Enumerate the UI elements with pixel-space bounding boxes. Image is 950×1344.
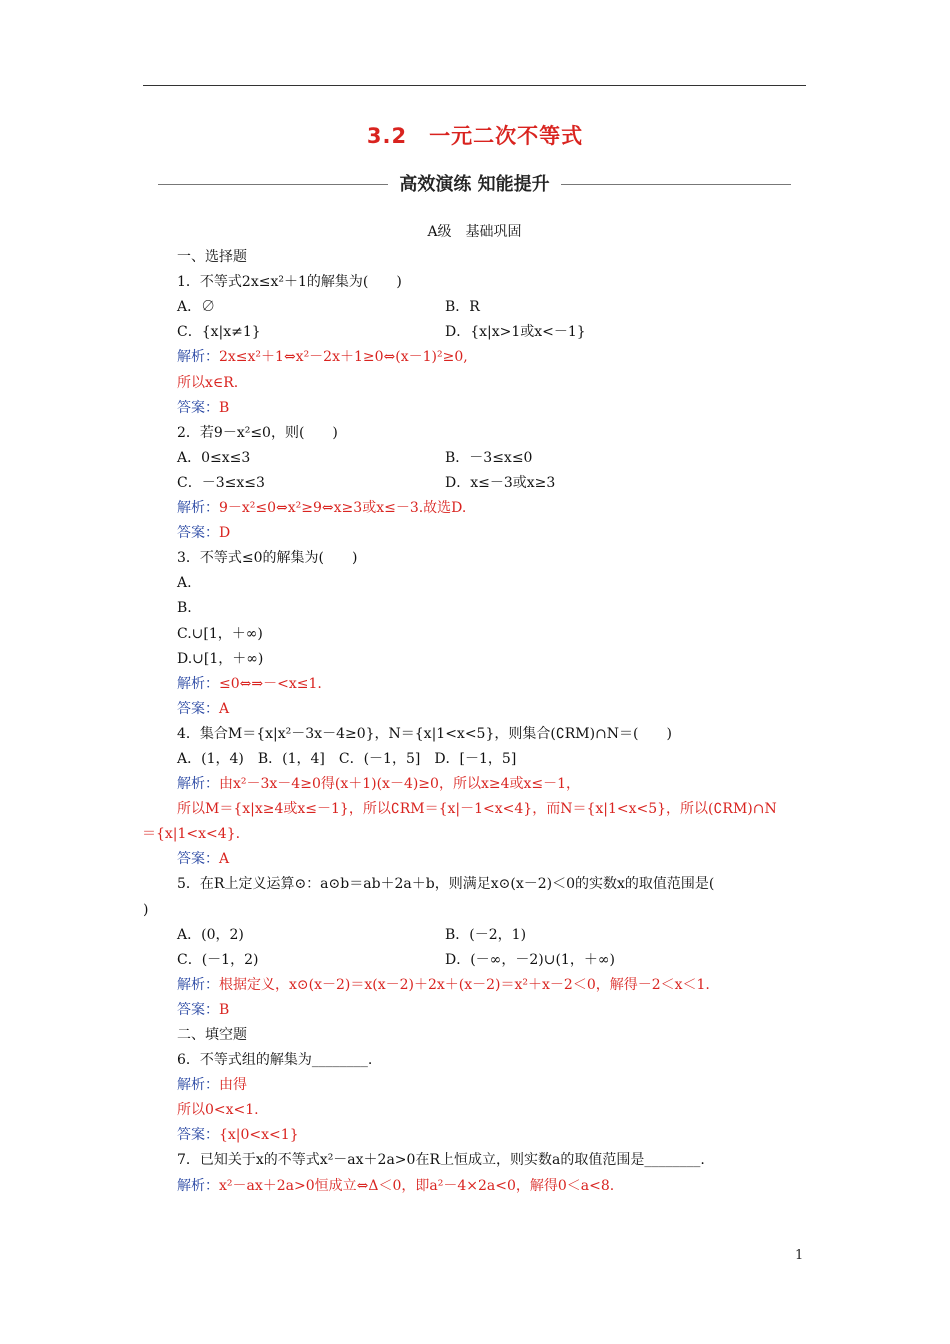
q2-analysis-label: 解析： bbox=[177, 500, 219, 517]
q4-answer-value: A bbox=[219, 851, 230, 868]
banner-line-right bbox=[561, 184, 791, 185]
q6-analysis-label: 解析： bbox=[177, 1077, 219, 1094]
q7-analysis-text: x²－ax＋2a>0恒成立⇔Δ＜0，即a²－4×2a<0，解得0＜a<8. bbox=[219, 1177, 615, 1194]
q5-stem: 5．在R上定义运算⊙：a⊙b＝ab＋2a＋b，则满足x⊙(x－2)＜0的实数x的取值范围是( bbox=[177, 876, 715, 893]
q1-option-d: D．{x|x>1或x<－1} bbox=[445, 324, 586, 341]
q2-options-ab bbox=[143, 446, 806, 471]
q3-option-a: A. bbox=[177, 575, 192, 592]
q1-options-cd bbox=[143, 320, 806, 345]
q5-options-cd bbox=[143, 948, 806, 973]
q6-analysis bbox=[143, 1073, 806, 1098]
page-number: 1 bbox=[795, 1248, 804, 1263]
q2-answer-label: 答案： bbox=[177, 525, 219, 542]
q1-analysis-label: 解析： bbox=[177, 349, 219, 366]
q3-answer-value: A bbox=[219, 700, 230, 717]
q6-answer bbox=[143, 1123, 806, 1148]
q1-option-b: B．R bbox=[445, 299, 480, 316]
q2-option-c: C．－3≤x≤3 bbox=[177, 474, 265, 491]
q2-option-a: A．0≤x≤3 bbox=[177, 449, 251, 466]
section-choice-heading: 一、选择题 bbox=[177, 249, 247, 266]
q3-option-c: C.∪[1，＋∞) bbox=[177, 625, 263, 642]
q7-analysis-label: 解析： bbox=[177, 1177, 219, 1194]
q5-analysis bbox=[143, 973, 806, 998]
q2-option-d: D．x≤－3或x≥3 bbox=[445, 474, 556, 491]
q6-answer-value: {x|0<x<1} bbox=[219, 1127, 299, 1144]
q3-answer bbox=[143, 697, 806, 722]
q1-answer-value: B bbox=[219, 399, 230, 416]
q4-options: A．(1，4) B．(1，4] C．(－1，5] D．[－1，5] bbox=[177, 750, 517, 767]
q3-analysis bbox=[143, 672, 806, 697]
q3-analysis-label: 解析： bbox=[177, 675, 219, 692]
q1-analysis-2: 所以x∈R. bbox=[177, 374, 239, 391]
exercise-content bbox=[143, 220, 806, 1199]
q3-stem: 3．不等式≤0的解集为( ) bbox=[177, 550, 358, 567]
page-title: 3.2 一元二次不等式 bbox=[366, 124, 584, 148]
q4-analysis-text: 由x²－3x－4≥0得(x＋1)(x－4)≥0，所以x≥4或x≤－1， bbox=[219, 776, 581, 793]
q5-options-ab bbox=[143, 923, 806, 948]
q6-answer-label: 答案： bbox=[177, 1127, 219, 1144]
q1-answer bbox=[143, 396, 806, 421]
q7-stem: 7．已知关于x的不等式x²－ax＋2a>0在R上恒成立，则实数a的取值范围是________. bbox=[177, 1152, 705, 1169]
section-fill-heading: 二、填空题 bbox=[177, 1027, 247, 1043]
banner-text: 高效演练 知能提升 bbox=[399, 174, 550, 195]
q6-analysis-text: 由得 bbox=[219, 1077, 247, 1094]
q2-answer bbox=[143, 521, 806, 546]
q7-analysis bbox=[143, 1174, 806, 1199]
q2-answer-value: D bbox=[219, 525, 231, 542]
level-heading: A级 基础巩固 bbox=[427, 224, 522, 240]
q3-answer-label: 答案： bbox=[177, 700, 219, 717]
q5-analysis-text: 根据定义，x⊙(x－2)＝x(x－2)＋2x＋(x－2)＝x²＋x－2＜0，解得－2＜x＜1. bbox=[219, 976, 710, 993]
q3-option-b: B. bbox=[177, 600, 192, 617]
q3-option-d: D.∪[1，＋∞) bbox=[177, 650, 264, 667]
q4-stem: 4．集合M＝{x|x²－3x－4≥0}，N＝{x|1<x<5}，则集合(∁RM)∩N＝( ) bbox=[177, 725, 672, 742]
q1-analysis-text: 2x≤x²＋1⇔x²－2x＋1≥0⇔(x－1)²≥0, bbox=[219, 349, 468, 366]
header-rule bbox=[143, 85, 806, 86]
q2-option-b: B．－3≤x≤0 bbox=[445, 449, 533, 466]
q5-option-b: B．(－2，1) bbox=[445, 926, 527, 943]
q2-options-cd bbox=[143, 471, 806, 496]
q5-stem-2: ) bbox=[143, 901, 149, 918]
q6-analysis-2: 所以0<x<1. bbox=[177, 1102, 259, 1119]
q2-stem: 2．若9－x²≤0，则( ) bbox=[177, 424, 338, 441]
q1-stem: 1．不等式2x≤x²＋1的解集为( ) bbox=[177, 274, 402, 291]
q5-analysis-label: 解析： bbox=[177, 976, 219, 993]
q5-option-c: C．(－1，2) bbox=[177, 951, 259, 968]
q2-analysis bbox=[143, 496, 806, 521]
q5-answer-label: 答案： bbox=[177, 1001, 219, 1018]
q5-option-a: A．(0，2) bbox=[177, 926, 244, 943]
q3-analysis-text: ≤0⇔⇒－<x≤1. bbox=[219, 675, 322, 692]
q1-option-c: C．{x|x≠1} bbox=[177, 324, 261, 341]
q5-option-d: D．(－∞，－2)∪(1，＋∞) bbox=[445, 951, 615, 968]
q4-analysis-2: 所以M＝{x|x≥4或x≤－1}，所以∁RM＝{x|－1<x<4}，而N＝{x|1<x<5}，所以(∁RM)∩N bbox=[177, 801, 777, 818]
q1-options-ab bbox=[143, 295, 806, 320]
q1-answer-label: 答案： bbox=[177, 399, 219, 416]
q6-stem: 6．不等式组的解集为________. bbox=[177, 1052, 373, 1069]
q4-analysis-label: 解析： bbox=[177, 776, 219, 793]
q4-answer-label: 答案： bbox=[177, 851, 219, 868]
q5-answer bbox=[143, 998, 806, 1023]
q4-analysis-3: ＝{x|1<x<4}. bbox=[142, 826, 241, 843]
q1-option-a: A．∅ bbox=[177, 299, 216, 316]
q4-analysis bbox=[143, 772, 806, 797]
q1-analysis bbox=[143, 345, 806, 370]
section-banner bbox=[143, 170, 806, 198]
q4-answer bbox=[143, 847, 806, 872]
q5-answer-value: B bbox=[219, 1001, 230, 1018]
q2-analysis-text: 9－x²≤0⇔x²≥9⇔x≥3或x≤－3.故选D. bbox=[219, 500, 467, 517]
